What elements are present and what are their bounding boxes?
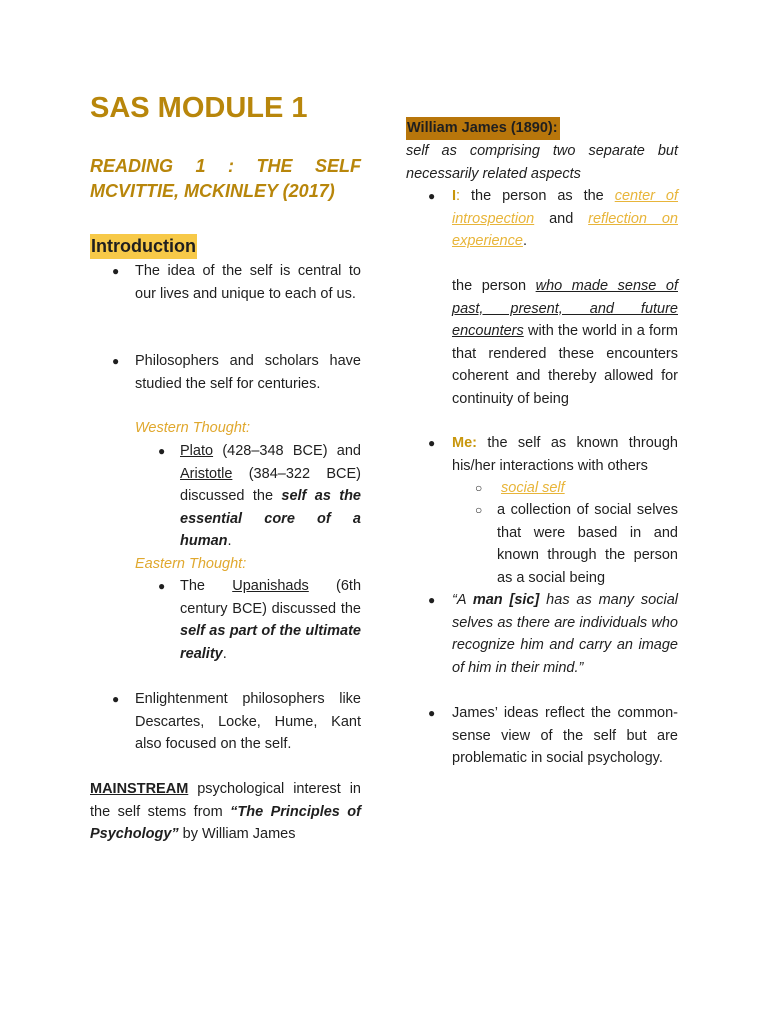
subtitle-line-1: READING 1 : THE SELF	[90, 156, 361, 176]
ultimate-reality-text: self as part of the ultimate reality	[180, 623, 361, 662]
upanishads-link: Upanishads	[232, 578, 309, 594]
principles-title: “The Principles of Psychology”	[90, 803, 361, 842]
i-text: the person as the	[460, 188, 615, 204]
period: .	[522, 233, 527, 249]
up-pre: The	[180, 578, 233, 594]
plato-aristotle-item	[180, 440, 361, 553]
period: .	[222, 645, 227, 662]
period: .	[227, 533, 232, 549]
quote-a: “A	[452, 592, 473, 608]
i-label: I	[452, 188, 457, 204]
bullet-icon: ●	[428, 436, 436, 450]
mainstream-mid: psychological interest in the self stems from	[90, 781, 361, 820]
bullet-icon: ●	[112, 264, 120, 278]
social-self-link: social self	[501, 480, 565, 496]
i-aspect-item	[452, 185, 678, 253]
james-ideas: James’ ideas reflect the common-sense view of the self but are problematic in social psychology.	[452, 705, 678, 766]
upanishads-item	[180, 575, 361, 665]
person-pre: the person	[452, 278, 536, 294]
mainstream-text: MAINSTREAM	[90, 781, 189, 797]
circle-bullet-icon: ○	[475, 503, 483, 517]
western-thought-label: Western Thought:	[135, 420, 250, 436]
page-title: SAS MODULE 1	[90, 92, 308, 124]
person-paragraph	[452, 275, 678, 410]
introduction-heading: Introduction	[90, 234, 197, 259]
quote-b: man [sic]	[472, 592, 540, 608]
up-mid: (6th century BCE) discussed the	[180, 578, 362, 617]
circle-bullet-icon: ○	[475, 481, 483, 495]
plato-link: Plato	[180, 443, 214, 459]
intro-bullet-1: The idea of the self is central to our lives and unique to each of us.	[135, 263, 361, 302]
me-label: Me:	[452, 435, 477, 451]
intro-bullet-3: Enlightenment philosophers like Descartes, Locke, Hume, Kant also focused on the self.	[135, 691, 361, 752]
bullet-icon: ●	[428, 189, 436, 203]
bullet-icon: ●	[158, 579, 166, 593]
me-aspect-item	[452, 432, 678, 477]
aristotle-link: Aristotle	[180, 465, 233, 482]
eastern-thought-label: Eastern Thought:	[135, 556, 247, 572]
subtitle-line-2: MCVITTIE, MCKINLEY (2017)	[90, 181, 335, 201]
center-of-introspection-link: center of introspection	[452, 188, 679, 227]
james-quote	[452, 589, 678, 679]
who-made-sense-text: who made sense of past, present, and future encounters	[452, 278, 678, 339]
i-colon: :	[456, 188, 461, 204]
reading-subtitle	[90, 154, 361, 204]
bullet-icon: ●	[158, 444, 166, 458]
person-rest: with the world in a form that rendered these encounters coherent and thereby allowed for continuity of being	[452, 323, 678, 407]
plato-dates: (428–348 BCE) and	[213, 443, 361, 459]
bullet-icon: ●	[428, 706, 436, 720]
i-and: and	[534, 210, 589, 227]
james-intro: self as comprising two separate but necessarily related aspects	[406, 143, 678, 182]
bullet-icon: ●	[428, 593, 436, 607]
quote-c: has as many social selves as there are individuals who recognize him and carry an image of him in their mind.”	[452, 592, 678, 676]
mainstream-end: by William James	[178, 826, 296, 842]
reflection-on-experience-link: reflection on experience	[452, 210, 678, 249]
bullet-icon: ●	[112, 692, 120, 706]
bullet-icon: ●	[112, 354, 120, 368]
social-selves-collection: a collection of social selves that were based in and known through the person as a social being	[497, 502, 678, 586]
aristotle-dates: (384–322 BCE) discussed the	[180, 465, 361, 504]
intro-bullet-2: Philosophers and scholars have studied the self for centuries.	[135, 353, 361, 392]
william-james-heading: William James (1890):	[406, 117, 560, 140]
essential-core-text: self as the essential core of a human	[180, 488, 361, 549]
mainstream-paragraph	[90, 778, 361, 846]
me-text: the self as known through his/her interactions with others	[452, 435, 678, 474]
